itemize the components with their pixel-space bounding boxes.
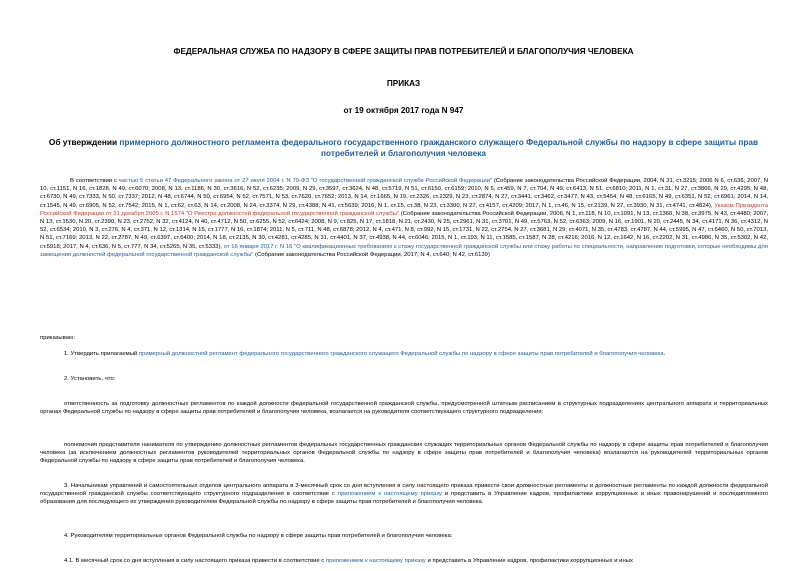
item-4-1-text-2: и представить в Управление кадров, профилактики коррупционных и иных [425,558,633,564]
item-4: 4. Руководителям территориальных органов Федеральной службы по надзору в сфере защиты прав потребителей и благополучия человека: [64,533,453,539]
item-3-text-1: 3. Начальникам управлений и самостоятельных отделов центрального аппарата в 3-месячный срок со дня вступления в силу настоящего приказа привести свои должностные регламенты и должностные регламенты по каждой должности федеральной государственной гражданской службы соответствующего структурного подразделения в соответствие с [40,483,768,498]
preamble-text-1: В соответствии с [70,178,119,184]
item-4-1 [40,557,768,565]
agency-name: ФЕДЕРАЛЬНАЯ СЛУЖБА ПО НАДЗОРУ В СФЕРЕ ЗАЩИТЫ ПРАВ ПОТРЕБИТЕЛЕЙ И БЛАГОПОЛУЧИЯ ЧЕЛОВЕКА [173,47,634,56]
item-4-1-link[interactable]: приложением к настоящему приказу [325,558,426,564]
doc-type: ПРИКАЗ [386,79,421,88]
title-prefix: Об утверждении [48,137,120,147]
item-1 [40,350,768,358]
item-1-text-2: . [663,351,666,357]
document-title [40,137,767,159]
preamble-text-4: (Собрание законодательства Российской Федерации, 2017, N 4, ст.640; N 42, ст.6139) [253,251,490,258]
preamble-paragraph [40,177,768,259]
order-2017-link[interactable]: от 16 января 2017 г. N 16 "О квалификационных требованиях к стажу государственной гражданской службы или стажу работы по специальности, направлению подготовки, которые необходимы для замещения должностей федеральной государственной гражданской службы" [40,243,768,258]
federal-law-link[interactable]: частью 5 статьи 47 Федерального закона от 27 июля 2004 г. N 79-ФЗ "О государственной гражданской службе Российской Федерации" [118,178,492,184]
preamble-text-3: (Собрание законодательства Российской Федерации, 2006, N 1, ст.118, N 10, ст.1091, N 13, ст.1360, N 38, ст.3975, N 43, ст.4480; 2007, N 13, ст.1530, N 20, ст.2390, N 23, ст.2752, N 32, ст.4124, N 40, ст.4712, N 50, ст.6255, N 52, ст.6424; 2008, N 9, ст.825, N 17, ст.1818, N 21, ст.2430, N 25, ст.2961, N 31, ст.3701, N 49, ст.5763, N 52, ст.6363; 2009, N 16, ст.1901, N 20, ст.2445, N 34, ст.4171, N 36, ст.4312, N 52, ст.6534; 2010, N 3, ст.276, N 4, ст.371, N 12, ст.1314, N 15, ст.1777, N 16, ст.1874; 2011, N 5, ст.711, N 48, ст.6878; 2012, N 4, ст.471, N 8, ст.992, N 15, ст.1731, N 22, ст.2754, N 27, ст.3681, N 29, ст.4071, N 35, ст.4783, ст.4787, N 44, ст.5995, N 47, ст.6460, N 50, ст.7013, N 51, ст.7169; 2013, N 22, ст.2787, N 49, ст.6397, ст.6400; 2014, N 18, ст.2135, N 30, ст.4281, ст.4285, N 31, ст.4401, N 37, ст.4938, N 44, ст.6046; 2015, N 1, ст.193, N 11, ст.1585, ст.1587, N 28, ст.4216; 2016, N 12, ст.1642, N 16, ст.2202, N 31, ст.4986, N 35, ст.5302, N 42, ст.5918; 2017, N 4, ст.636, N 5, ст.777, N 34, ст.5265, N 35, ст.5333), [40,210,768,250]
item-3-text-2: и представить в Управление кадров, профилактики коррупционных и иных правонарушений и последипломного образования для последующего их утверждения руководителем Федеральной службы по надзору в сфере защиты прав потребителей и благополучия человека. [40,491,768,506]
item-4-1-text-1: 4.1. В месячный срок со дня вступления в силу настоящего приказа привести в соответствие с [64,558,326,564]
item-3-link[interactable]: приложением к настоящему приказу [337,491,442,498]
item-3 [40,482,768,507]
title-link[interactable]: примерного должностного регламента федерального государственного гражданского служащего Федеральной службы по надзору в сфере защиты прав потребителей и благополучия человека [119,137,759,158]
item-2: 2. Установить, что: [64,376,116,382]
item-1-text-1: 1. Утвердить прилагаемый [64,351,139,357]
presidential-decree-link[interactable]: Указом Президента Российской Федерации от 31 декабря 2005 г. N 1574 "О Реестре должностей федеральной государственной гражданской службы" [40,202,768,217]
item-2b: полномочия представителя нанимателя по утверждению должностных регламентов федеральных государственных гражданских служащих территориальных органов Федеральной службы по надзору в сфере защиты прав потребителей и благополучия человека (за исключением должностных регламентов руководителей территориальных органов Федеральной службы по надзору в сфере защиты прав потребителей и благополучия человека) возлагаются на руководителей территориальных органов Федеральной службы по надзору в сфере защиты прав потребителей и благополучия человека. [40,442,768,465]
preamble-text-2: (Собрание законодательства Российской Федерации, 2004, N 31, ст.3215; 2006 N 6, ст.636; 2007, N 10, ст.1151, N 16, ст.1828, N 49, ст.6070; 2008, N 13, ст.1186, N 30, ст.3616, N 52, ст.6235; 2009, N 29, ст.3597, ст.3624, N 48, ст.5719, N 51, ст.6150, ст.6159; 2010, N 5, ст.459, N 7, ст.704, N 49, ст.6413, N 51, ст.6810; 2011, N 1, ст.31, N 27, ст.3866, N 29, ст.4295, N 48, ст.6730, N 49, ст.7333, N 50, ст.7337; 2012, N 48, ст.6744, N 50, ст.6954, N 52, ст.7571, N 53, ст.7620, ст.7652; 2013, N 14, ст.1665, N 19, ст.2326, ст.2329, N 23, ст.2874, N 27, ст.3441, ст.3462, ст.3477, N 43, ст.5454, N 48, ст.6165, N 49, ст.6351, N 52, ст.6961; 2014, N 14, ст.1545, N 49, ст.6905, N 52, ст.7542; 2015, N 1, ст.62, ст.63, N 14, ст.2008, N 24, ст.3374, N 29, ст.4388, N 41, ст.5639; 2016, N 1, ст.15, ст.38, N 23, ст.3300, N 27, ст.4157, ст.4209; 2017, N 1, ст.46, N 15, ст.2139, N 27, ст.3930, N 31, ст.4741, ст.4824), [40,178,768,209]
doc-date-number: от 19 октября 2017 года N 947 [343,106,464,115]
item-1-link[interactable]: примерный должностной регламент федерального государственного гражданского служащего Федеральной службы по надзору в сфере защиты прав потребителей и благополучия человека [138,351,664,357]
item-2a: ответственность за подготовку должностных регламентов по каждой должности федеральной государственной гражданской службы, предусмотренной штатным расписанием в структурных подразделениях центрального аппарата и территориальных органах Федеральной службы по надзору в сфере защиты прав потребителей и благополучия человека, возлагается на руководителя соответствующего структурного подразделения; [40,401,768,416]
orders-label: приказываю: [40,335,76,341]
